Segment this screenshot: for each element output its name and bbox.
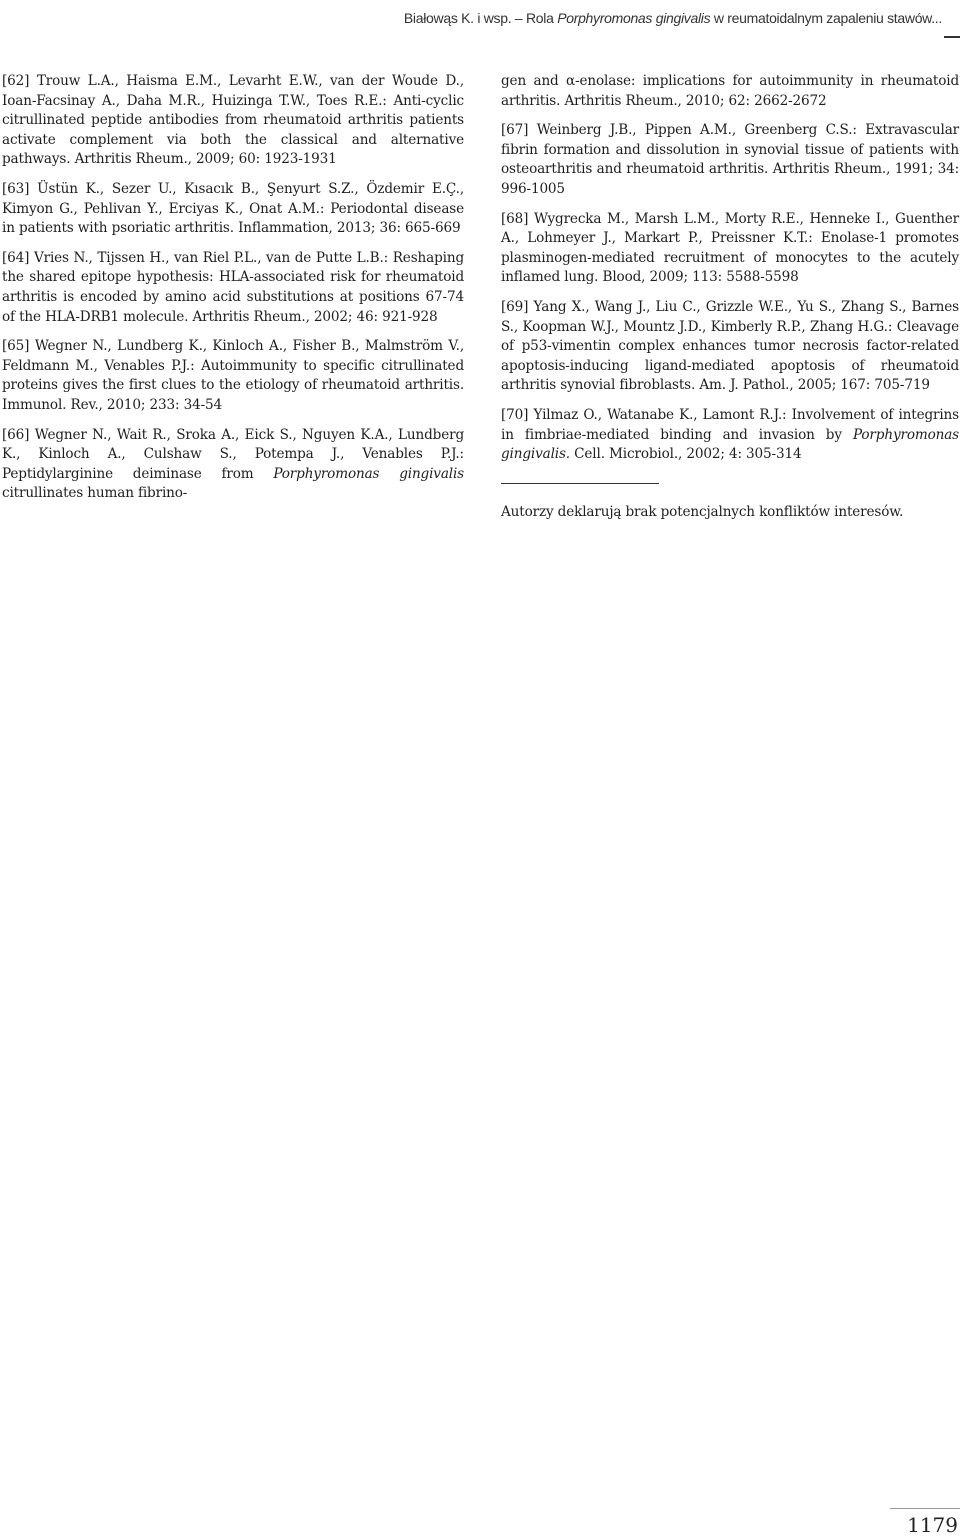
running-head-title-post: w reumatoidalnym zapaleniu stawów...: [713, 10, 942, 26]
reference-70-species: Porphyromonas gingivalis.: [501, 426, 960, 463]
running-head: [0, 0, 960, 36]
reference-65-body: [65] Wegner N., Lundberg K., Kinloch A., Fisher B., Malmström V., Feldmann M., Venables P.J.: Autoimmunity to specific citrullinated proteins gives the first clues to the etiology of rheumatoid arthritis.: [2, 338, 464, 394]
reference-63-body: [63] Üstün K., Sezer U., Kısacık B., Şenyurt S.Z., Özdemir E.Ç., Kimyon G., Pehlivan Y., Erciyas K., Onat A.M.: Periodontal disease in patients with psoriatic arthritis.: [2, 180, 464, 237]
running-head-title-pre: Rola: [526, 10, 554, 26]
reference-63-journal: Inflammation, 2013; 36: 665-669: [238, 220, 461, 237]
page-number: 1179: [907, 1513, 958, 1537]
reference-70-body: [70] Yilmaz O., Watanabe K., Lamont R.J.: Involvement of integrins in fimbriae-mediated binding and invasion by: [501, 406, 959, 443]
reference-68-body: [68] Wygrecka M., Marsh L.M., Morty R.E., Henneke I., Guenther A., Lohmeyer J., Markart P., Preissner K.T.: Enolase-1 promotes plasminogen-mediated recruitment of monocytes to the acutely inflamed lung.: [501, 210, 959, 286]
references-left-column: [2, 72, 464, 514]
footnote-divider: [501, 483, 659, 484]
page-number-rule: [890, 1508, 960, 1509]
reference-65: [2, 337, 464, 415]
reference-62-journal: Arthritis Rheum., 2009; 60: 1923-1931: [74, 151, 337, 168]
reference-64: [2, 249, 464, 327]
running-head-rule: [944, 36, 960, 38]
running-head-dash: –: [514, 10, 523, 26]
reference-67-journal: Arthritis Rheum., 1991; 34: 996-1005: [501, 161, 960, 197]
reference-66-continued: [501, 72, 959, 111]
reference-69-journal: Am. J. Pathol., 2005; 167: 705-719: [699, 377, 930, 394]
reference-66: [2, 426, 464, 504]
reference-67: [501, 121, 959, 199]
reference-66-body-end: citrullinates human fibrino-: [2, 485, 188, 502]
running-head-authors: Białowąs K. i wsp.: [403, 10, 512, 26]
reference-66-continued-body: gen and α-enolase: implications for autoimmunity in rheumatoid arthritis.: [501, 73, 959, 109]
reference-63: [2, 180, 464, 239]
references-right-column: [501, 72, 959, 535]
running-head-title-italic: Porphyromonas gingivalis: [557, 10, 711, 26]
reference-67-body: [67] Weinberg J.B., Pippen A.M., Greenberg C.S.: Extravascular fibrin formation and dissolution in synovial tissue of patients with osteoarthritis and rheumatoid arthritis.: [501, 122, 959, 178]
reference-69-body: [69] Yang X., Wang J., Liu C., Grizzle W.E., Yu S., Zhang S., Barnes S., Koopman W.J., Mountz J.D., Kimberly R.P., Zhang H.G.: Cleavage of p53-vimentin complex enhances tumor necrosis factor-related apoptosis-inducing ligand-mediated apoptosis of rheumatoid arthritis synovial fibroblasts.: [501, 298, 959, 394]
conflict-of-interest-statement: Autorzy deklarują brak potencjalnych konfliktów interesów.: [501, 503, 904, 520]
reference-68: [501, 210, 959, 288]
reference-66-journal: Arthritis Rheum., 2010; 62: 2662-2672: [564, 92, 827, 109]
reference-66-body: [66] Wegner N., Wait R., Sroka A., Eick S., Nguyen K.A., Lundberg K., Kinloch A., Culshaw S., Potempa J., Venables P.J.: Peptidylarginine deiminase from: [2, 426, 464, 482]
reference-70: [501, 406, 959, 465]
reference-68-journal: Blood, 2009; 113: 5588-5598: [602, 269, 799, 286]
reference-70-journal: Cell. Microbiol., 2002; 4: 305-314: [574, 446, 802, 463]
reference-65-journal: Immunol. Rev., 2010; 233: 34-54: [2, 396, 223, 413]
reference-64-body: [64] Vries N., Tijssen H., van Riel P.L., van de Putte L.B.: Reshaping the shared epitope hypothesis: HLA-associated risk for rheumatoid arthritis is encoded by amino acid substitutions at positions 67-74 of the HLA-DRB1 molecule.: [2, 249, 464, 325]
reference-62-body: [62] Trouw L.A., Haisma E.M., Levarht E.W., van der Woude D., Ioan-Facsinay A., Daha M.R., Huizinga T.W., Toes R.E.: Anti-cyclic citrullinated peptide antibodies from rheumatoid arthritis patients activate complement via both the classical and alternative pathways.: [2, 73, 464, 168]
reference-66-species: Porphyromonas gingivalis: [273, 465, 464, 482]
reference-69: [501, 298, 959, 396]
reference-62: [2, 72, 464, 170]
reference-64-journal: Arthritis Rheum., 2002; 46: 921-928: [192, 308, 438, 325]
